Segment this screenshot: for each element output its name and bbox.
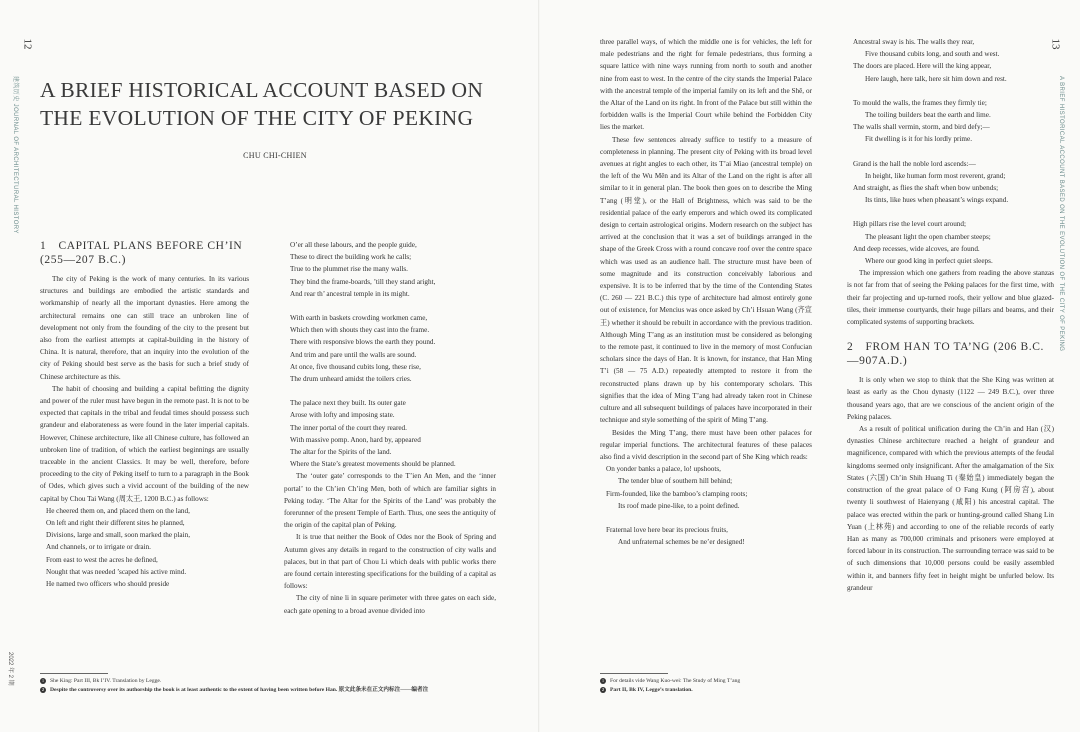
verse-line: The inner portal of the court they reared.	[290, 423, 407, 432]
right-page	[540, 0, 1080, 732]
verse-line: These to direct the building work he calls;	[290, 253, 412, 262]
verse-line: On yonder banks a palace, lo! upshoots,	[606, 465, 721, 474]
paragraph: It is true that neither the Book of Odes nor the Book of Spring and Autumn gives any details in regard to the construction of city walls and palaces, but in that part of Chou Li which deals with public works there are found certain interesting specifications for the building of a capital as follows:	[284, 533, 496, 591]
verse-line: And channels, or to irrigate or drain.	[46, 543, 151, 552]
verse-line: The drum unheard amidst the toilers cries.	[290, 375, 412, 384]
section-2-heading: 2 FROM HAN TO TA’NG (206 B.C.—907A.D.)	[847, 341, 1044, 368]
article-title: A BRIEF HISTORICAL ACCOUNT BASED ON THE EVOLUTION OF THE CITY OF PEKING	[40, 78, 484, 130]
running-head-right: A BRIEF HISTORICAL ACCOUNT BASED ON THE EVOLUTION OF THE CITY OF PEKING	[1058, 76, 1064, 352]
verse-line: True to the plummet rise the many walls.	[290, 265, 408, 274]
footnotes-right	[600, 677, 840, 695]
verse-line: Arose with lofty and imposing state.	[290, 411, 395, 420]
verse-line: With earth in baskets crowding workmen came,	[290, 314, 428, 323]
left-column-2	[284, 239, 496, 617]
verse-line: Here laugh, here talk, here sit him down and rest.	[865, 74, 1007, 83]
verse-line: He cheered them on, and placed them on the land,	[46, 506, 190, 515]
right-column-1	[600, 36, 812, 548]
footnote-marker-1: 1	[42, 677, 44, 683]
verse-line: Its roof made pine-like, to a point defined.	[618, 501, 740, 510]
verse-line: Firm-founded, like the bamboo’s clamping roots;	[606, 489, 748, 498]
verse-line: He named two officers who should preside	[46, 580, 170, 589]
footnote-rule	[600, 673, 668, 674]
verse-line: On left and right their different sites he planned,	[46, 519, 185, 528]
verse-line: And deep recesses, wide alcoves, are found.	[853, 244, 980, 253]
footnotes-left	[40, 677, 500, 695]
left-column-1	[40, 239, 249, 590]
verse-line: O’er all these labours, and the people guide,	[290, 241, 417, 249]
verse-line: Which then with shouts they cast into the frame.	[290, 326, 430, 335]
verse-line: To mould the walls, the frames they firmly tie;	[853, 98, 987, 107]
footnote: 2 Despite the controversy over its authorship the book is at least authentic to the extent of having been written before Han. 原文此条未在正文内标注——编者注	[42, 686, 429, 693]
verse-line: The tender blue of southern hill behind;	[618, 477, 733, 486]
verse-line: The toiling builders beat the earth and lime.	[865, 111, 991, 120]
footnote-marker-1: 1	[602, 677, 604, 683]
verse-line: The doors are placed. Here will the king appear,	[853, 62, 992, 71]
footnote-marker-2: 2	[42, 686, 44, 692]
footnote: 2 Part II, Bk IV, Legge’s translation.	[602, 686, 693, 693]
paragraph: The city of Peking is the work of many centuries. In its various structures and buildings are embodied the artistic standards and workmanship of nearly all the important dynasties. Here among the architectural remains one can still trace an unbroken line of development not only from the founding of the city to the present but also from the earliest attempts at capital-building in the history of China. It is natural, therefore, that an inquiry into the evolution of the city of Peking should best serve as the basis for such a brief study of Chinese architecture as this.	[40, 275, 249, 381]
verse-line: There with responsive blows the earth they pound.	[290, 338, 436, 347]
footnote-rule	[40, 673, 108, 674]
right-column-2	[847, 36, 1054, 594]
verse-line: At once, five thousand cubits long, these rise,	[290, 362, 421, 371]
verse-line: Fraternal love here bear its precious fruits,	[606, 525, 728, 534]
verse-line: Ancestral sway is his. The walls they rear,	[853, 38, 975, 46]
verse-line: With massive pomp. Anon, hard by, appeared	[290, 435, 421, 444]
verse-line: Nought that was needed ’scaped his active mind.	[46, 567, 187, 576]
verse-line: Where the State’s greatest movements should be planned.	[290, 460, 456, 469]
verse-line: The pleasant light the open chamber steeps;	[865, 232, 991, 241]
paragraph: The city of nine li in square perimeter with three gates on each side, each gate opening to a broad avenue divided into	[284, 594, 496, 615]
verse-line: The walls shall vermin, storm, and bird defy;—	[853, 123, 990, 132]
issue-label: 2022 年 2 期	[7, 652, 13, 686]
paragraph: These few sentences already suffice to testify to a measure of completeness in planning. The present city of Peking with its broad level avenues at right angles to each other, its T’ai Miao (ancestral temple) on the left of the Wu Mên and its Altar of the Land on the right is after all similar to it in general plan. The book then goes on to describe the Ming T’ang (明堂), or the Hall of Brightness, which was said to be the residential palace of the early emperors and which owed its complicated design to certain astrological origins. Modern research on the subject has arrived at the conclusion that it was a set of buildings arranged in the shape of the Greek Cross with a round concave roof over the centre space which was used as an audience hall. The structure must have been of some magnitude and its construction conceivably laborious and expensive. It is to be inferred that by the time of the Contending States (C. 260 — 221 B.C.) this type of architecture had almost entirely gone out of existence, for Mencius was once asked by Ch’i Hsuan Wang (齐宣王) whether it should be rebuilt in accordance with the previous tradition. Although Ming T’ang as an institution must be considered as belonging to the remote past, it continued to live in the memory of most Confucian scholars since the days of Han. It is known, for instance, that Han Ming T’i (58 — 75 A.D.) repeatedly attempted to restore it from the reconstructed plans drawn up by his contemporary scholars. This signifies that the idea of Ming T’ang had already taken root in Chinese culture and all subsequent buildings of palaces have incorporated in their technique and style something of the spirit of Ming T’ang.	[600, 135, 812, 425]
verse-line: And straight, as flies the shaft when bow unbends;	[853, 184, 999, 193]
verse-line: Its tints, like hues when pheasant’s wings expand.	[865, 196, 1009, 205]
verse-line: Grand is the hall the noble lord ascends:—	[853, 159, 976, 168]
footnote: 1 For details vide Wang Kuo-wei: The Study of Ming T’ang	[602, 677, 741, 684]
paragraph: As a result of political unification during the Ch’in and Han (汉) dynasties Chinese architecture reached a height of grandeur and magnificence, compared with which the previous attempts of the feudal kingdoms seemed only insignificant. After the amalgamation of the Six States (六国) Ch’in Shih Huang Ti (秦始皇) immediately began the construction of the great palace of O Fang Kung (阿房宫), about twenty li southwest of Haienyang (咸阳) his ancestral capital. The palace was erected within the park or hunting-ground called Shang Lin Yuan (上林苑) and according to one of the reliable records of early Han as many as 700,000 criminals and prisoners were employed at forced labour in its construction. The surrounding terrace was said to be of such dimensions that 10,000 persons could be easily assembled within it, and banners fifty feet in height might be unfurled below. Its grandeur	[847, 425, 1054, 592]
paragraph: Besides the Ming T’ang, there must have been other palaces for regular imperial functions. The architectural features of these palaces also find a vivid description in the second part of She King which reads:	[600, 428, 812, 461]
paragraph: three parallel ways, of which the middle one is for vehicles, the left for male pedestrians and the right for female pedestrians, thus forming a square lattice with nine ways running from north to south and another nine from east to west. In the centre of the city stands the Imperial Palace with the ancestral temple of the imperial family on its left and the Shê, or the Altar of the Land on its right. In front of the Palace but still within the forbidden walls is the Imperial Court while behind the Forbidden City lies the market.	[600, 38, 812, 132]
verse-line: They bind the frame-boards, ’till they stand aright,	[290, 277, 436, 286]
verse-line: And trim and pare until the walls are sound.	[290, 350, 417, 359]
verse-line: In height, like human form most reverent, grand;	[865, 171, 1006, 180]
section-1-heading: 1 CAPITAL PLANS BEFORE CH’IN (255—207 B.C.)	[40, 240, 243, 266]
verse-line: And rear th’ ancestral temple in its might.	[290, 289, 410, 298]
verse-line: The altar for the Spirits of the land.	[290, 448, 392, 457]
verse-line: Where our good king in perfect quiet sleeps.	[865, 257, 993, 266]
verse-line: Fit dwelling is it for his lordly prime.	[865, 135, 973, 144]
footnote: 1 She King: Part III, Bk I’IV. Translation by Legge.	[42, 677, 162, 684]
verse-line: The palace next they built. Its outer gate	[290, 399, 406, 408]
running-head-left: 建筑历史 JOURNAL OF ARCHITECTURAL HISTORY	[12, 76, 18, 234]
paragraph: The impression which one gathers from reading the above stanzas is not far from that of seeing the Peking palaces for the first time, with their far projecting and up-turned roofs, their yellow and blue glazed-tiles, their immense courtyards, their huge pillars and beams, and their complicated systems of supporting brackets.	[847, 269, 1054, 327]
paragraph: The ‘outer gate’ corresponds to the T’ien An Men, and the ‘inner portal’ to the Ch’ien Ch’ing Men, both of which are familiar sights in Peking today. ‘The Altar for the Spirits of the Land’ was probably the forerunner of the present Temple of Earth. Thus, one sees the antiquity of the origin of the capital plan of Peking.	[284, 472, 496, 530]
page-number-left: 12	[21, 38, 34, 50]
footnote-marker-2: 2	[602, 686, 604, 692]
verse-line: Divisions, large and small, soon marked the plain,	[46, 531, 190, 540]
page-number-right: 13	[1049, 38, 1062, 50]
verse-line: High pillars rise the level court around;	[853, 220, 966, 229]
article-author: CHU CHI-CHIEN	[243, 151, 307, 160]
verse-line: From east to west the acres he defined,	[46, 555, 158, 564]
verse-line: Five thousand cubits long, and south and west.	[865, 50, 1000, 59]
verse-line: And unfraternal schemes be ne’er designed!	[618, 538, 745, 547]
paragraph: The habit of choosing and building a capital befitting the dignity and power of the ruler must have begun in the remote past. It is not to be expected that capitals in the tribal and feudal times should possess such grandeur and elaborateness as were found in the later imperial capitals. However, Chinese architecture, like all Chinese culture, has followed an unbroken line of tradition, of which the earliest beginnings are usually traceable in the ancient Classics. It may be well, therefore, before proceeding to the city of Peking itself to turn to a paragraph in the Book of Odes, which gives such a vivid account of the building of the new capital by Chou Tai Wang (周太王, 1200 B.C.) as follows:	[40, 384, 249, 503]
paragraph: It is only when we stop to think that the She King was written at least as early as the Chou dynasty (1122 — 249 B.C.), over three thousand years ago, that are we conscious of the ancient origin of the Peking palaces.	[847, 376, 1054, 421]
